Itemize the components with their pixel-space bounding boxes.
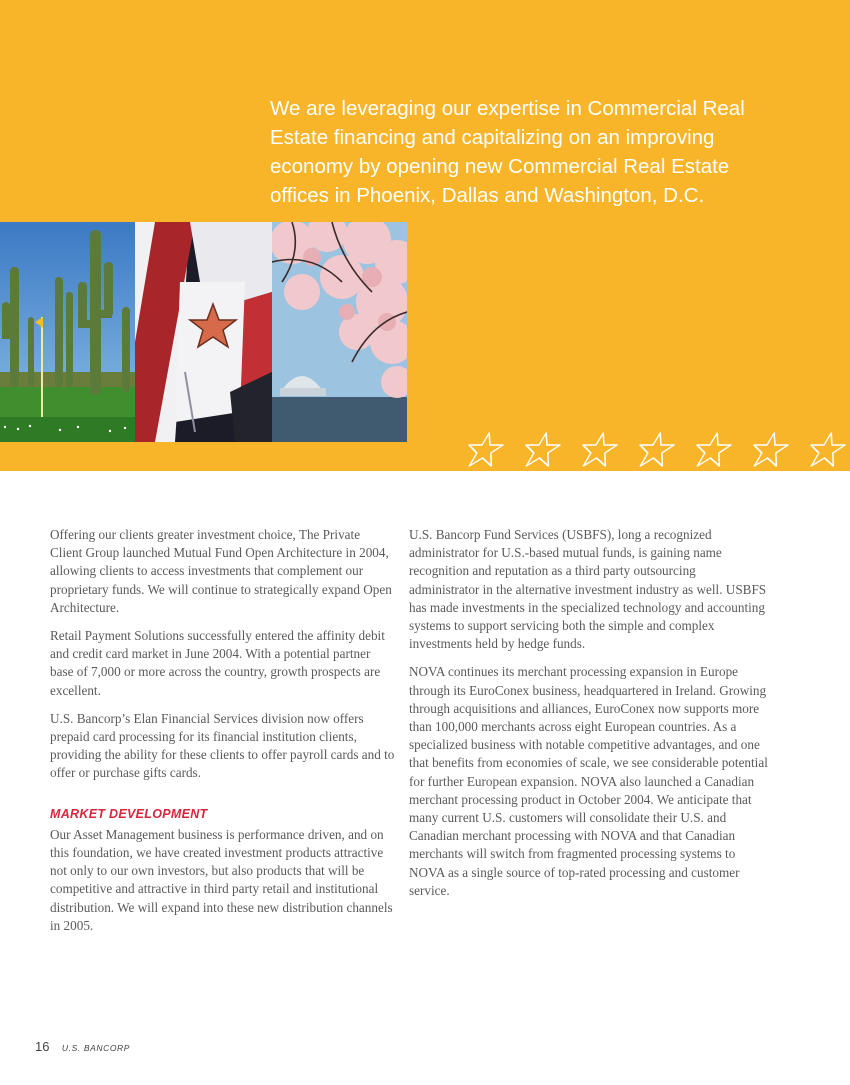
star-outline-icon [805, 433, 848, 466]
paragraph-elan: U.S. Bancorp’s Elan Financial Services division now offers prepaid card processing for its financial institution clients, providing the ability for these clients to offer payroll cards and to offer or purchase gifts cards. [50, 710, 395, 781]
star-outline-icon [691, 433, 734, 466]
paragraph-usbfs: U.S. Bancorp Fund Services (USBFS), long a recognized administrator for U.S.-based mutual funds, is gaining name recognition and reputation as a third party outsourcing administrator in the alternative investment industry as well. USBFS has made investments in the specialized technology and accounting systems to support servicing both the simple and complex investments held by hedge funds. [409, 527, 767, 652]
paragraph-retail-payment: Retail Payment Solutions successfully entered the affinity debit and credit card market in June 2004. With a potential partner base of 7,000 or more across the country, growth prospects are excellent. [50, 628, 385, 698]
header-banner [0, 0, 850, 471]
page-footer [35, 1038, 130, 1056]
star-outline-icon [463, 433, 506, 466]
star-outline-icon [748, 433, 791, 466]
paragraph-asset-management: Our Asset Management business is performance driven, and on this foundation, we have created investment products attractive not only to our own investors, but also products that will be competitive and attractive in third party retail and institutional distribution. We will expand into these new distribution channels in 2005. [50, 826, 393, 933]
star-outline-icon [577, 433, 620, 466]
photo-desert-cactus [0, 222, 135, 442]
section-heading-market-development: MARKET DEVELOPMENT [50, 806, 208, 821]
page-number: 16 [35, 1039, 50, 1054]
photo-cherry-blossoms [272, 222, 407, 442]
right-column [409, 526, 769, 910]
paragraph-nova: NOVA continues its merchant processing expansion in Europe through its EuroConex business, headquartered in Ireland. Growing through acquisitions and alliances, EuroConex now supports more than 100,000 merchants across eight European countries. As a specialized business with notable competitive advantages, and one that benefits from economies of scale, we see considerable potential for further European expansion. NOVA also launched a Canadian merchant processing product in October 2004. We anticipate that many current U.S. customers will consolidate their U.S. and Canadian merchant processing with NOVA and that Canadian merchants will switch from fragmented processing systems to NOVA as a single source of top-rated processing and customer service. [409, 664, 768, 898]
paragraph-open-architecture: Offering our clients greater investment choice, The Private Client Group launched Mutual Fund Open Architecture in 2004, allowing clients to access investments that complement our proprietary funds. We will continue to strategically expand Open Architecture. [50, 527, 392, 615]
left-column [50, 526, 395, 945]
headline: We are leveraging our expertise in Commercial Real Estate financing and capitalizing on an improving economy by opening new Commercial Real Estate offices in Phoenix, Dallas and Washington, D.C. [270, 97, 745, 207]
star-outline-icon [520, 433, 563, 466]
footer-company-name: U.S. BANCORP [61, 1043, 131, 1053]
photo-texas-flag [135, 222, 272, 442]
stars-decoration [455, 430, 850, 471]
star-outline-icon [634, 433, 677, 466]
